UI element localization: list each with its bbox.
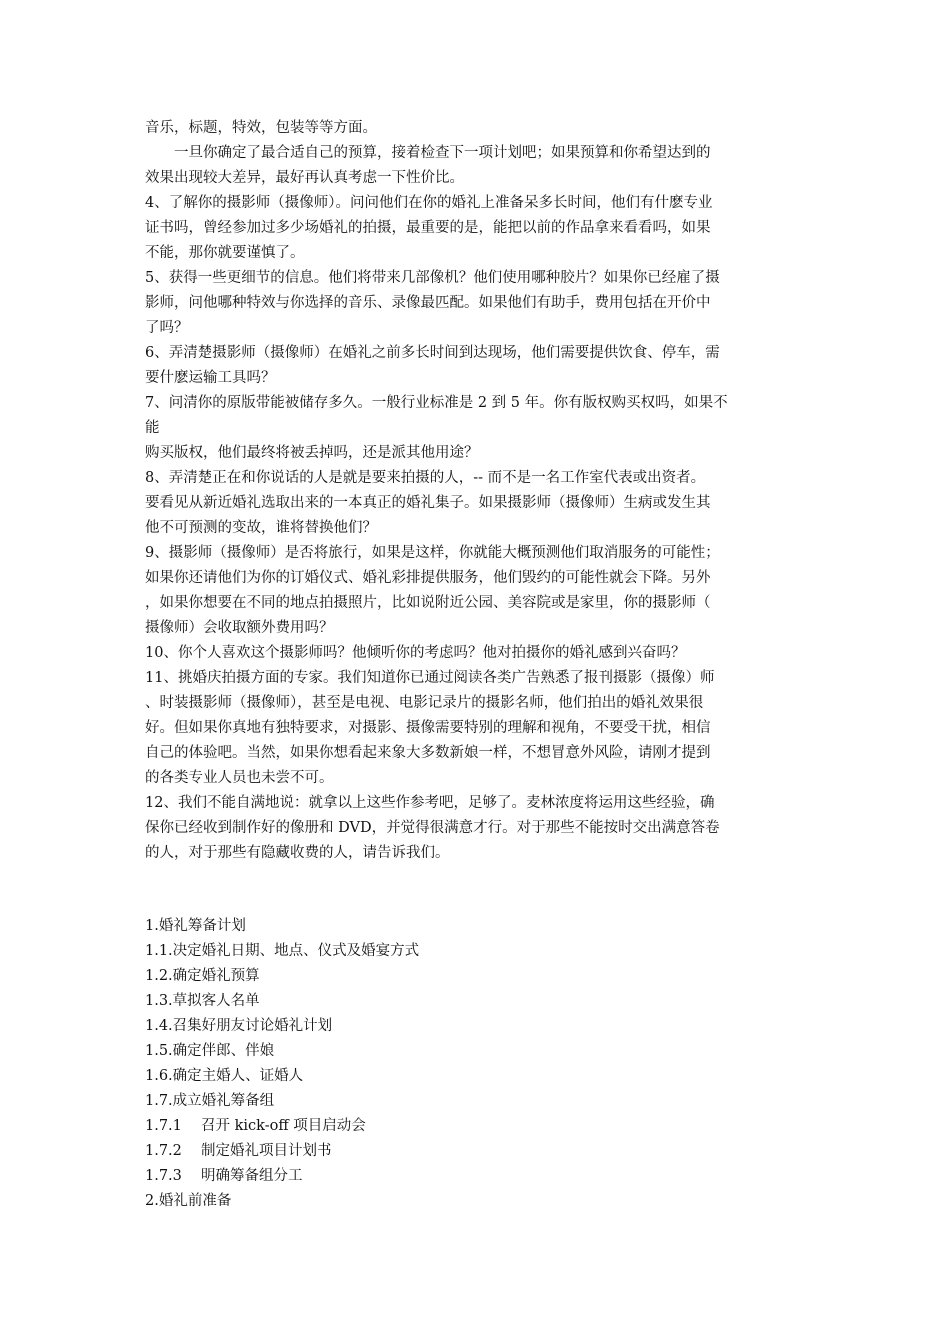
outline-item: 2.婚礼前准备 (145, 1193, 232, 1209)
text-line: 4、了解你的摄影师（摄像师）。问问他们在你的婚礼上准备呆多长时间，他们有什麽专业 (145, 195, 713, 211)
text-line: 了吗？ (145, 320, 189, 336)
outline-item: 1.7.成立婚礼筹备组 (145, 1093, 275, 1109)
outline-item: 1.7.3 明确筹备组分工 (145, 1168, 303, 1184)
text-line: 5、获得一些更细节的信息。他们将带来几部像机？他们使用哪种胶片？如果你已经雇了摄 (145, 270, 720, 286)
text-line: 购买版权，他们最终将被丢掉吗，还是派其他用途？ (145, 445, 479, 461)
text-line: ，如果你想要在不同的地点拍摄照片，比如说附近公园、美容院或是家里，你的摄影师（ (145, 595, 711, 611)
outline-item: 1.7.2 制定婚礼项目计划书 (145, 1143, 332, 1159)
text-line: 好。但如果你真地有独特要求，对摄影、摄像需要特别的理解和视角，不要受干扰，相信 (145, 720, 711, 736)
text-line: 10、你个人喜欢这个摄影师吗？他倾听你的考虑吗？他对拍摄你的婚礼感到兴奋吗？ (145, 645, 686, 661)
text-line: 摄像师）会收取额外费用吗？ (145, 620, 334, 636)
text-line: 一旦你确定了最合适自己的预算，接着检查下一项计划吧；如果预算和你希望达到的 (145, 145, 711, 161)
text-line: 证书吗，曾经参加过多少场婚礼的拍摄，最重要的是，能把以前的作品拿来看看吗，如果 (145, 220, 711, 236)
text-line: 的人，对于那些有隐藏收费的人，请告诉我们。 (145, 845, 450, 861)
text-line: 要什麽运输工具吗？ (145, 370, 276, 386)
outline-item: 1.7.1 召开 kick-off 项目启动会 (145, 1118, 366, 1134)
text-line: 不能，那你就要谨慎了。 (145, 245, 305, 261)
outline-item: 1.5.确定伴郎、伴娘 (145, 1043, 275, 1059)
text-line: 音乐，标题，特效，包装等等方面。 (145, 120, 377, 136)
text-line: 、时装摄影师（摄像师），甚至是电视、电影记录片的摄影名师，他们拍出的婚礼效果很 (145, 695, 704, 711)
text-line: 影师，问他哪种特效与你选择的音乐、录像最匹配。如果他们有助手，费用包括在开价中 (145, 295, 711, 311)
text-line: 12、我们不能自满地说：就拿以上这些作参考吧，足够了。麦林浓度将运用这些经验，确 (145, 795, 715, 811)
text-line: 能 (145, 420, 160, 436)
outline-item: 1.6.确定主婚人、证婚人 (145, 1068, 304, 1084)
text-line: 9、摄影师（摄像师）是否将旅行，如果是这样，你就能大概预测他们取消服务的可能性； (145, 545, 720, 561)
outline-item: 1.3.草拟客人名单 (145, 993, 260, 1009)
outline-item: 1.1.决定婚礼日期、地点、仪式及婚宴方式 (145, 943, 420, 959)
text-line: 8、弄清楚正在和你说话的人是就是要来拍摄的人，-- 而不是一名工作室代表或出资者。 (145, 470, 706, 486)
outline-item: 1.婚礼筹备计划 (145, 918, 246, 934)
outline-item: 1.4.召集好朋友讨论婚礼计划 (145, 1018, 333, 1034)
text-line: 自己的体验吧。当然，如果你想看起来象大多数新娘一样，不想冒意外风险，请刚才提到 (145, 745, 711, 761)
text-line: 效果出现较大差异，最好再认真考虑一下性价比。 (145, 170, 464, 186)
text-line: 7、问清你的原版带能被储存多久。一般行业标准是 2 到 5 年。你有版权购买权吗，如果不 (145, 395, 728, 411)
text-line: 要看见从新近婚礼选取出来的一本真正的婚礼集子。如果摄影师（摄像师）生病或发生其 (145, 495, 711, 511)
text-line: 如果你还请他们为你的订婚仪式、婚礼彩排提供服务，他们毁约的可能性就会下降。另外 (145, 570, 711, 586)
text-line: 保你已经收到制作好的像册和 DVD，并觉得很满意才行。对于那些不能按时交出满意答卷 (145, 820, 720, 836)
text-line: 他不可预测的变故，谁将替换他们？ (145, 520, 377, 536)
outline-item: 1.2.确定婚礼预算 (145, 968, 260, 984)
text-line: 6、弄清楚摄影师（摄像师）在婚礼之前多长时间到达现场，他们需要提供饮食、停车，需 (145, 345, 720, 361)
text-line: 的各类专业人员也未尝不可。 (145, 770, 334, 786)
text-line: 11、挑婚庆拍摄方面的专家。我们知道你已通过阅读各类广告熟悉了报刊摄影（摄像）师 (145, 670, 715, 686)
